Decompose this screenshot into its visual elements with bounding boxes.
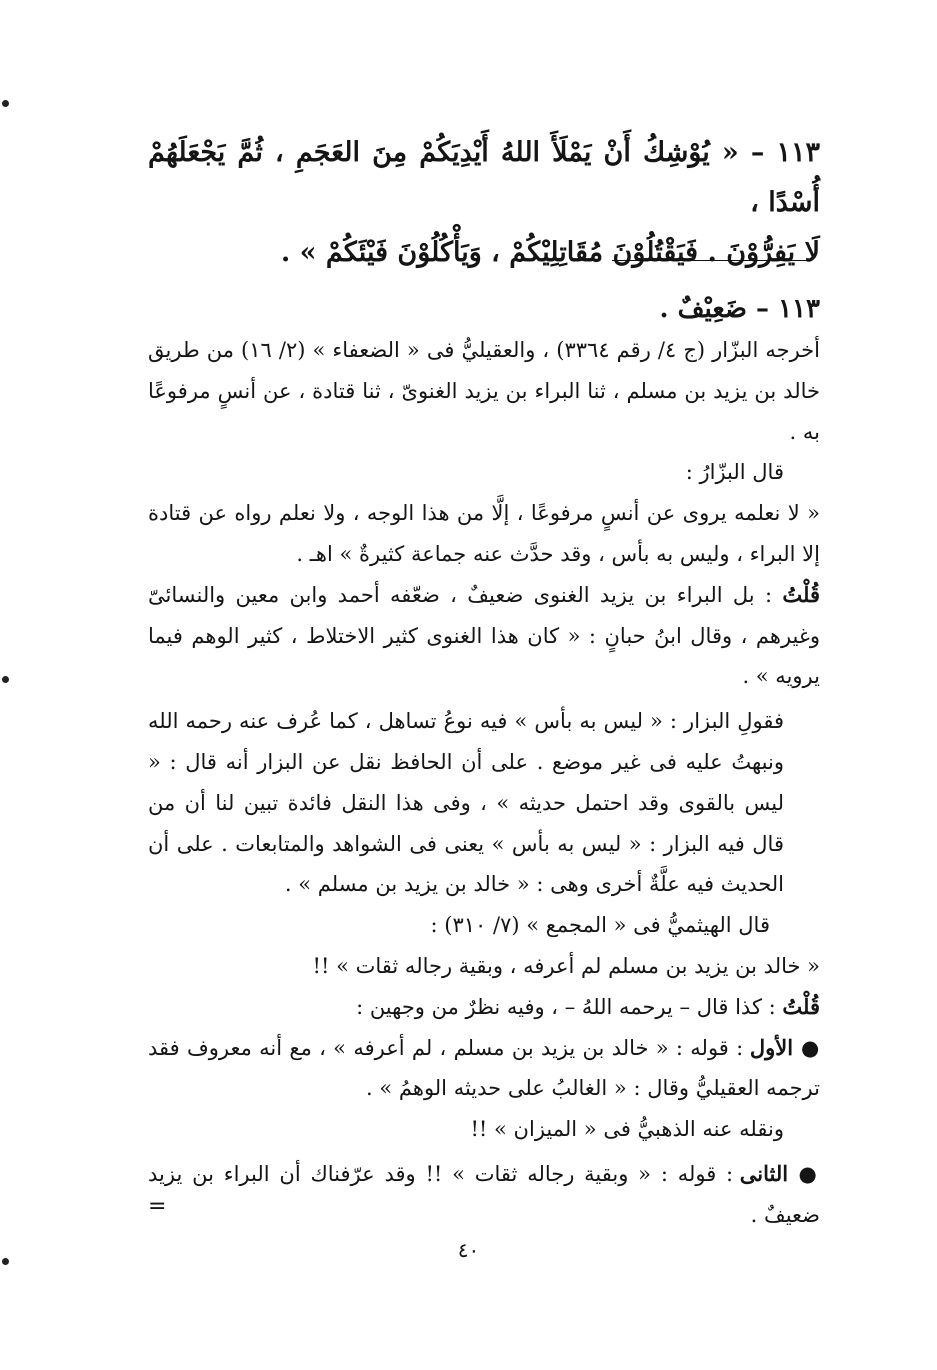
paragraph-first-point bbox=[148, 1028, 820, 1110]
paragraph-text: : قوله : « خالد بن يزيد بن مسلم ، لم أعرفه » ، مع أنه معروف فقد ترجمه العقيليُّ وقال : « الغالبُ على حديثه الوهمُ » . bbox=[148, 1035, 820, 1101]
scan-speck bbox=[2, 100, 9, 107]
paragraph-text: : قوله : « وبقية رجاله ثقات » !! وقد عرّفناك أن البراء بن يزيد ضعيفٌ . bbox=[148, 1161, 820, 1227]
paragraph-second-point bbox=[148, 1154, 820, 1236]
paragraph-haythami-quote: « خالد بن يزيد بن مسلم لم أعرفه ، وبقية رجاله ثقات » !! bbox=[312, 953, 820, 978]
commentary bbox=[148, 288, 820, 1236]
paragraph-text: : بل البراء بن يزيد الغنوى ضعيفٌ ، ضعّفه أحمد وابن معين والنسائىّ وغيرهم ، وقال ابنُ حبانٍ : « كان هذا الغنوى كثير الاختلاط ، كثير الوهم فيما يرويه » . bbox=[148, 582, 820, 689]
hadith-line: ١١٣ – « يُوْشِكُ أَنْ يَمْلَأَ اللهُ أَيْدِيَكُمْ مِنَ العَجَمِ ، ثُمَّ يَجْعَلَهُمْ أُسْدًا ، bbox=[148, 137, 820, 218]
separator-rule bbox=[612, 260, 812, 261]
paragraph-qultu-2 bbox=[148, 987, 820, 1028]
paragraph-quote: « لا نعلمه يروى عن أنسٍ مرفوعًا ، إلَّا من هذا الوجه ، ولا نعلم رواه عن قتادة إلا البراء ، وليس به بأس ، وقد حدَّث عنه جماعة كثيرةٌ » اهـ . bbox=[148, 501, 820, 566]
qultu-label: قُلْتُ bbox=[782, 993, 820, 1019]
qultu-label: قُلْتُ bbox=[782, 581, 820, 607]
paragraph-qultu-1 bbox=[148, 575, 820, 697]
scan-speck bbox=[2, 676, 9, 683]
hadith-text bbox=[148, 128, 820, 278]
paragraph-dhahabi: ونقله عنه الذهبيُّ فى « الميزان » !! bbox=[470, 1117, 784, 1142]
paragraph-takhrij: أخرجه البزّار (ج ٤/ رقم ٣٣٦٤) ، والعقيليُّ فى « الضعفاء » (٢/ ١٦) من طريق خالد بن يزيد بن مسلم ، ثنا البراء بن يزيد الغنوىّ ، ثنا قتادة ، عن أنسٍ مرفوعًا به . bbox=[148, 338, 820, 444]
first-point-label: ● الأول bbox=[749, 1034, 820, 1060]
second-point-label: ● الثانى bbox=[739, 1160, 820, 1186]
page-number: ٤٠ bbox=[457, 1238, 480, 1262]
paragraph-text: : كذا قال – يرحمه اللهُ – ، وفيه نظرٌ من وجهين : bbox=[356, 994, 783, 1019]
paragraph-quote-intro: قال البزّارُ : bbox=[685, 460, 784, 485]
continuation-mark: = bbox=[148, 1194, 167, 1219]
grading-heading: ١١٣ – ضَعِيْفٌ . bbox=[659, 294, 820, 324]
hadith-line: لَا يَفِرُّوْنَ . فَيَقْتُلُوْنَ مُقَاتِلِيْكُمْ ، وَيَأْكُلُوْنَ فَيْئَكُمْ » . bbox=[280, 237, 820, 268]
paragraph-haythami: قال الهيثميُّ فى « المجمع » (٧/ ٣١٠) : bbox=[430, 913, 770, 938]
paragraph-discussion: فقولِ البزار : « ليس به بأس » فيه نوعُ تساهل ، كما عُرف عنه رحمه الله ونبهتُ عليه فى غير موضع . على أن الحافظ نقل عن البزار أنه قال : « ليس بالقوى وقد احتمل حديثه » ، وفى هذا النقل فائدة تبين لنا أن من قال فيه البزار : « ليس به بأس » يعنى فى الشواهد والمتابعات . على أن الحديث فيه علَّةٌ أخرى وهى : « خالد بن يزيد بن مسلم » . bbox=[148, 709, 784, 897]
